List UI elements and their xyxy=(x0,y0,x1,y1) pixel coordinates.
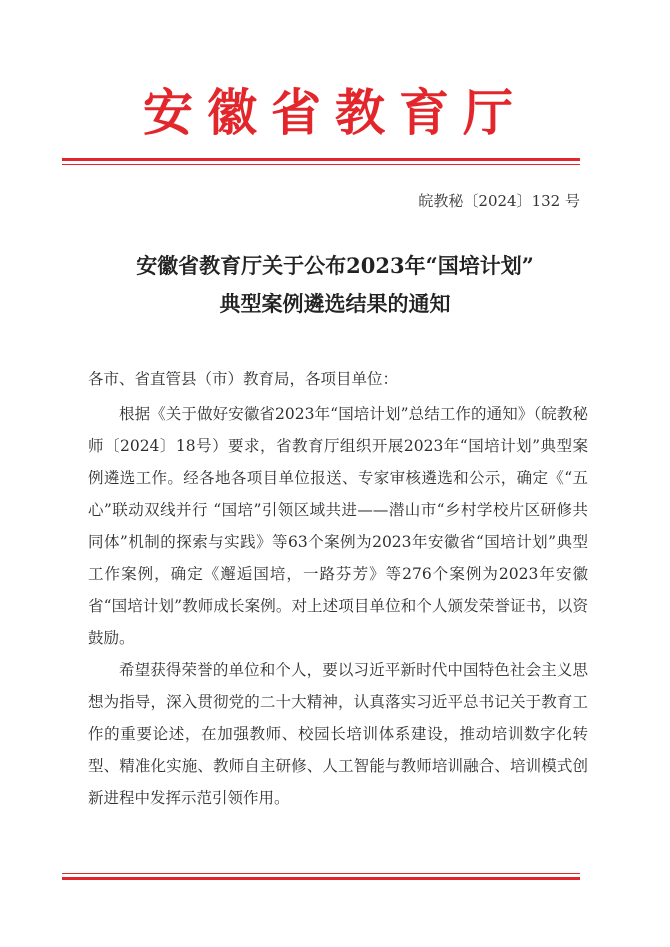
body-paragraphs xyxy=(88,398,588,814)
body-paragraph-2: 希望获得荣誉的单位和个人，要以习近平新时代中国特色社会主义思想为指导，深入贯彻党的二十大精神，认真落实习近平总书记关于教育工作的重要论述，在加强教师、校园长培训体系建设，推动培训数字化转型、精准化实施、教师自主研修、人工智能与教师培训融合、培训模式创新进程中发挥示范引领作用。 xyxy=(88,661,588,807)
document-title-line2: 典型案例遴选结果的通知 xyxy=(219,291,451,316)
footer-rule-thick xyxy=(62,877,580,880)
salutation: 各市、省直管县（市）教育局，各项目单位： xyxy=(88,370,399,388)
footer-rule-thin xyxy=(62,873,580,874)
masthead-org-name: 安徽省教育厅 xyxy=(143,83,527,142)
body-paragraph-1: 根据《关于做好安徽省2023年“国培计划”总结工作的通知》（皖教秘师〔2024〕18号）要求，省教育厅组织开展2023年“国培计划”典型案例遴选工作。经各地各项目单位报送、专家审核遴选和公示，确定《“五心”联动双线并行 “国培”引领区域共进——潜山市“乡村学校片区研修共同体”机制的探索与实践》等63个案例为2023年安徽省“国培计划”典型工作案例，确定《邂逅国培，一路芬芳》等276个案例为2023年安徽省“国培计划”教师成长案例。对上述项目单位和个人颁发荣誉证书，以资鼓励。 xyxy=(88,405,588,647)
header-rule-thin xyxy=(62,164,580,165)
header-rule-thick xyxy=(62,158,580,161)
document-number: 皖教秘〔2024〕132 号 xyxy=(418,192,580,210)
document-title-line1: 安徽省教育厅关于公布2023年“国培计划” xyxy=(136,253,534,278)
